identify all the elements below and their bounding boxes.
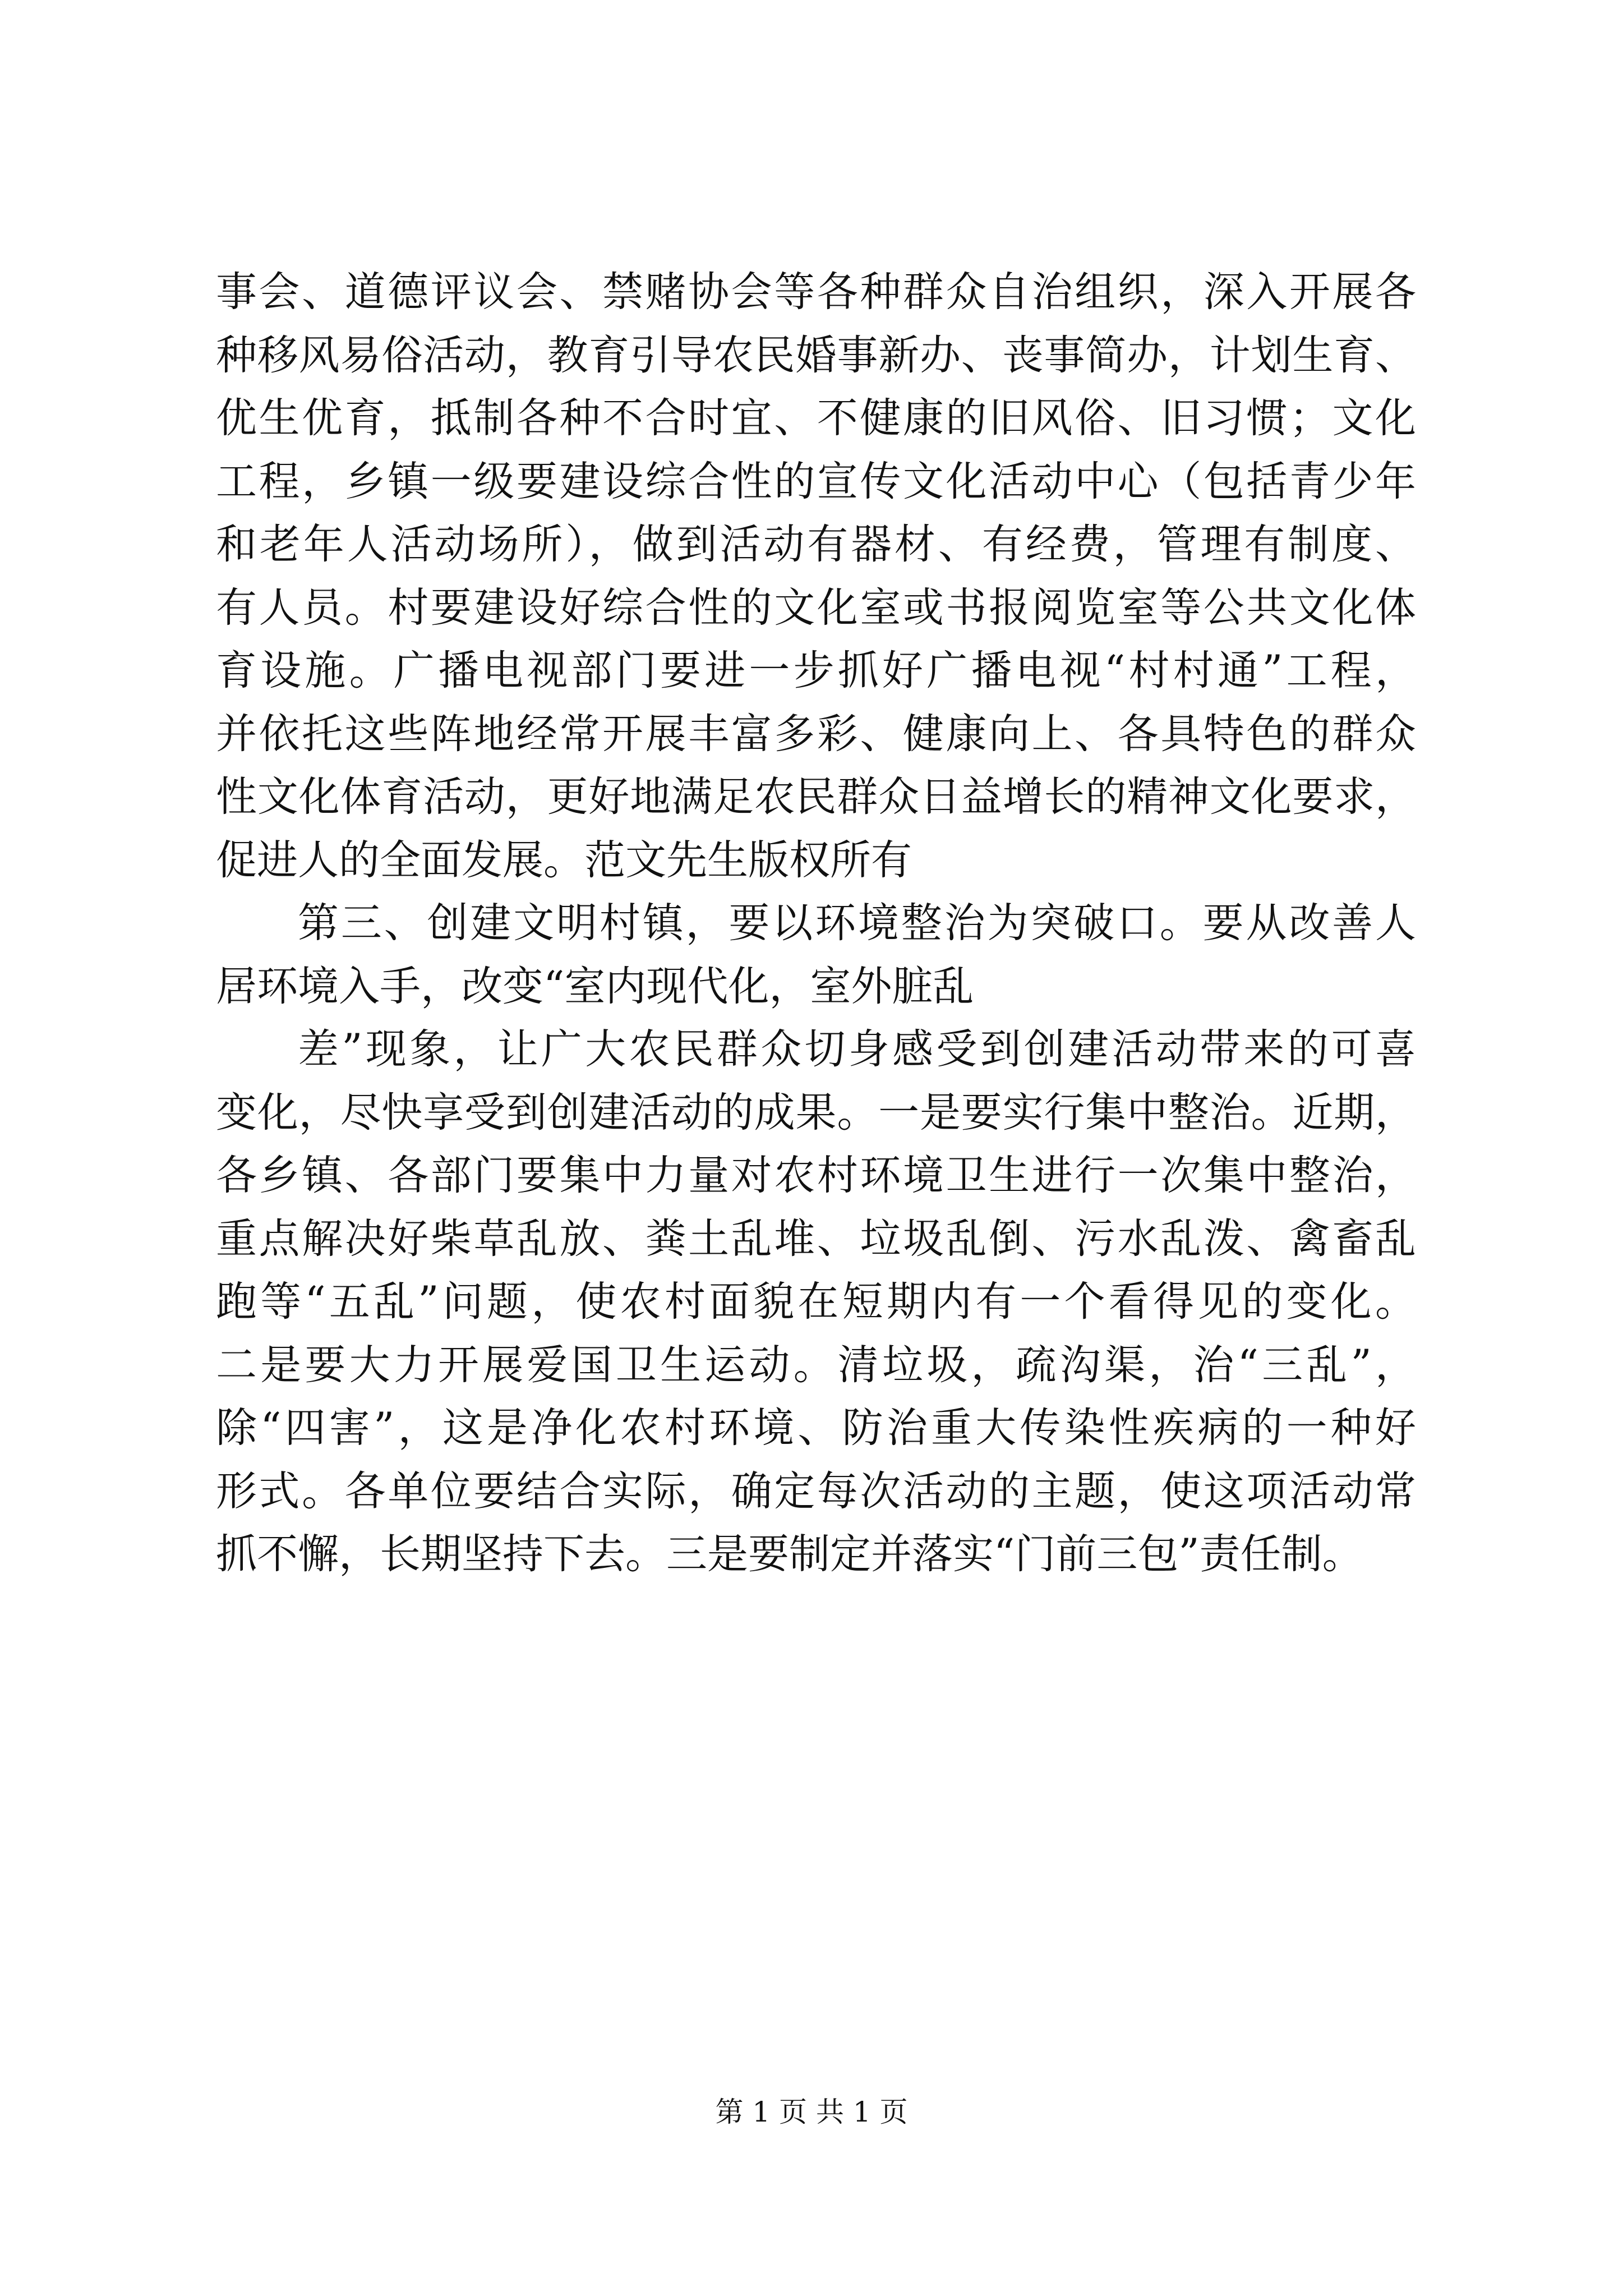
page-number-footer: 第 1 页 共 1 页	[715, 2096, 908, 2128]
text-line: 和老年人活动场所），做到活动有器材、有经费，管理有制度、	[216, 521, 1416, 568]
text-line: 跑等“五乱”问题，使农村面貌在短期内有一个看得见的变化。	[216, 1278, 1416, 1326]
text-line: 第三、创建文明村镇，要以环境整治为突破口。要从改善人	[298, 899, 1416, 947]
text-line: 种移风易俗活动，教育引导农民婚事新办、丧事简办，计划生育、	[216, 331, 1416, 379]
text-line: 优生优育，抵制各种不合时宜、不健康的旧风俗、旧习惯；文化	[216, 394, 1416, 442]
text-line: 变化，尽快享受到创建活动的成果。一是要实行集中整治。近期，	[216, 1088, 1416, 1137]
text-line: 性文化体育活动，更好地满足农民群众日益增长的精神文化要求，	[216, 773, 1416, 821]
text-line: 工程，乡镇一级要建设综合性的宣传文化活动中心（包括青少年	[216, 457, 1416, 505]
text-line: 形式。各单位要结合实际，确定每次活动的主题，使这项活动常	[216, 1467, 1416, 1515]
text-line: 促进人的全面发展。范文先生版权所有	[216, 836, 912, 884]
text-line: 差”现象，让广大农民群众切身感受到创建活动带来的可喜	[298, 1025, 1416, 1073]
text-line: 二是要大力开展爱国卫生运动。清垃圾，疏沟渠，治“三乱”，	[216, 1341, 1416, 1389]
document-body	[216, 261, 1416, 1586]
text-line: 事会、道德评议会、禁赌协会等各种群众自治组织，深入开展各	[216, 268, 1416, 316]
text-line: 并依托这些阵地经常开展丰富多彩、健康向上、各具特色的群众	[216, 710, 1416, 758]
text-line: 抓不懈，长期坚持下去。三是要制定并落实“门前三包”责任制。	[216, 1530, 1363, 1578]
text-line: 居环境入手，改变“室内现代化，室外脏乱	[216, 962, 974, 1010]
text-line: 育设施。广播电视部门要进一步抓好广播电视“村村通”工程，	[216, 647, 1416, 694]
text-line: 各乡镇、各部门要集中力量对农村环境卫生进行一次集中整治，	[216, 1152, 1416, 1199]
text-line: 重点解决好柴草乱放、粪土乱堆、垃圾乱倒、污水乱泼、禽畜乱	[216, 1214, 1416, 1263]
text-line: 有人员。村要建设好综合性的文化室或书报阅览室等公共文化体	[216, 583, 1416, 632]
text-line: 除“四害”，这是净化农村环境、防治重大传染性疾病的一种好	[216, 1404, 1416, 1452]
